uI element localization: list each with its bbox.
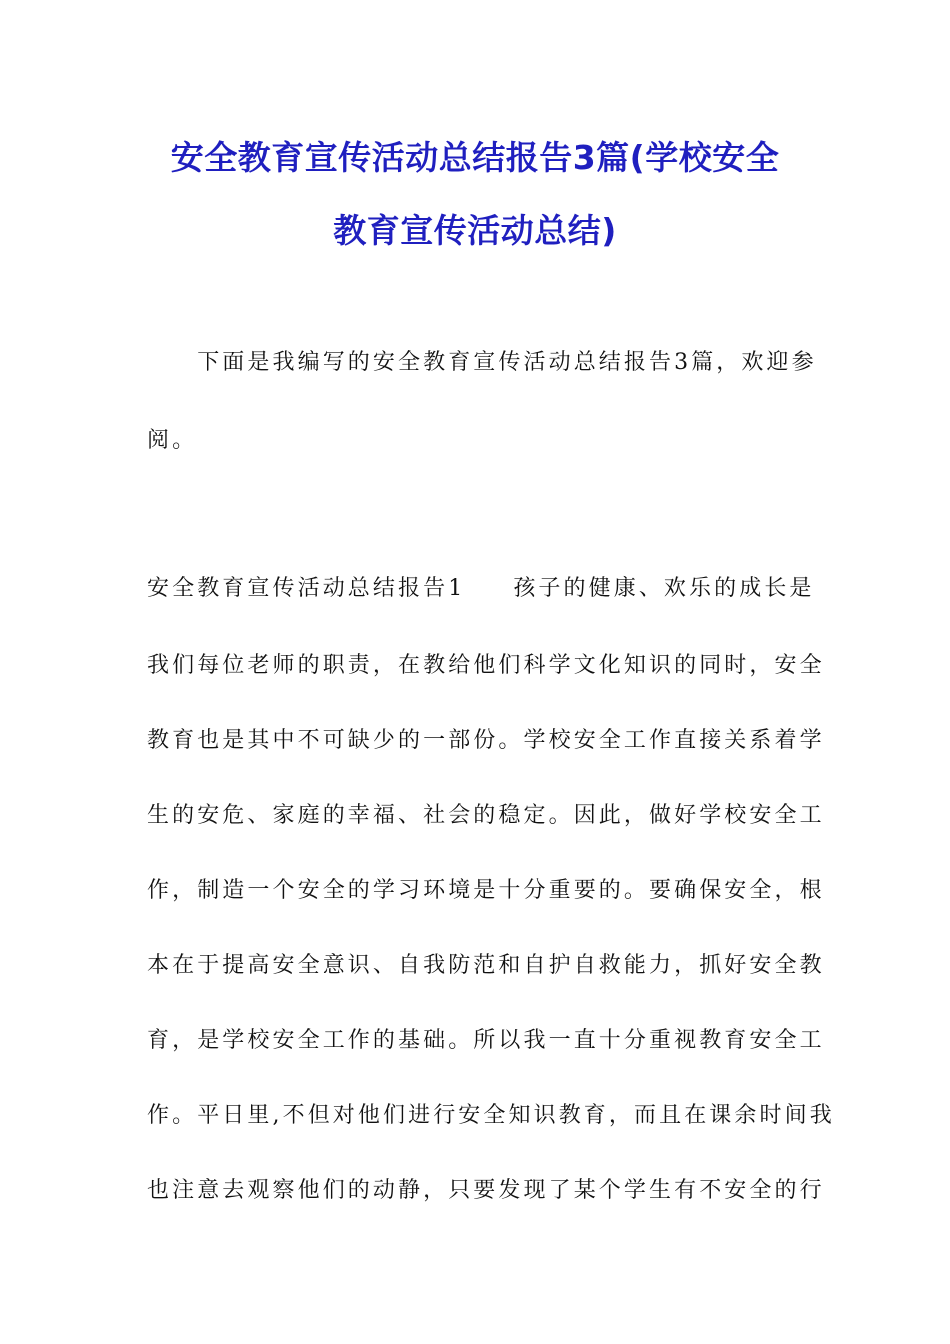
body-line: 作，制造一个安全的学习环境是十分重要的。要确保安全，根	[147, 878, 825, 903]
intro-line-1: 下面是我编写的安全教育宣传活动总结报告3篇，欢迎参	[147, 350, 817, 375]
document-title-line-1: 安全教育宣传活动总结报告3篇(学校安全	[170, 138, 780, 177]
body-first-line-rest: 孩子的健康、欢乐的成长是	[513, 576, 815, 601]
intro-line-2: 阅。	[147, 428, 198, 453]
body-line: 育，是学校安全工作的基础。所以我一直十分重视教育安全工	[147, 1028, 825, 1053]
body-line: 生的安危、家庭的幸福、社会的稳定。因此，做好学校安全工	[147, 803, 825, 828]
body-line: 作。平日里,不但对他们进行安全知识教育，而且在课余时间我	[147, 1103, 835, 1128]
document-title-line-2: 教育宣传活动总结)	[333, 211, 617, 250]
body-line: 也注意去观察他们的动静，只要发现了某个学生有不安全的行	[147, 1178, 825, 1203]
body-line: 我们每位老师的职责，在教给他们科学文化知识的同时，安全	[147, 653, 825, 678]
body-line: 教育也是其中不可缺少的一部份。学校安全工作直接关系着学	[147, 728, 825, 753]
body-line: 本在于提高安全意识、自我防范和自护自救能力，抓好安全教	[147, 953, 825, 978]
section-heading: 安全教育宣传活动总结报告1	[147, 576, 466, 601]
section-first-line	[147, 571, 815, 602]
